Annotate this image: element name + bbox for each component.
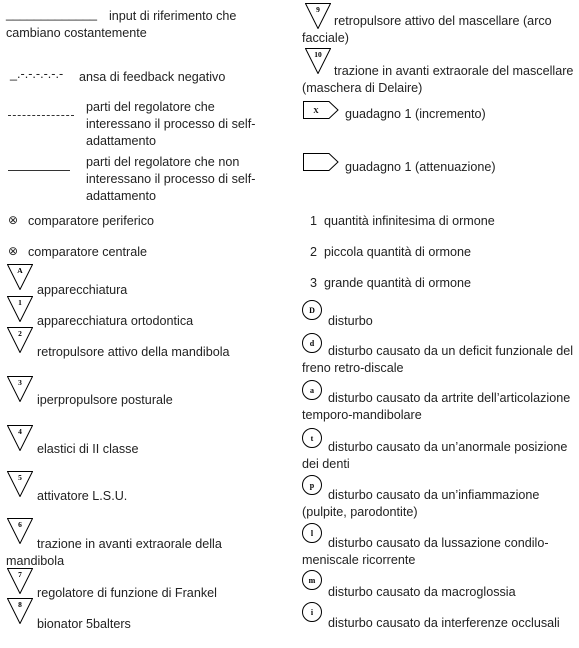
- triangle-7-label: regolatore di funzione di Frankel: [37, 586, 217, 600]
- triangle-10-label: trazione in avanti extraorale del mascellare (maschera di Delaire): [302, 64, 574, 95]
- gain-increment-icon: [303, 101, 339, 119]
- solid-line-sample: [8, 170, 70, 171]
- svg-text:1: 1: [18, 298, 22, 307]
- circle-t-label: disturbo causato da un’anormale posizione dei denti: [302, 440, 568, 471]
- svg-text:l: l: [310, 529, 314, 538]
- triangle-4-label: elastici di II classe: [37, 442, 139, 456]
- svg-text:10: 10: [314, 50, 322, 59]
- input-line-sample: _____________: [6, 7, 98, 21]
- circle-m-icon: [302, 570, 322, 590]
- svg-text:t: t: [310, 434, 314, 443]
- svg-text:m: m: [308, 576, 316, 585]
- triangle-6-label: trazione in avanti extraorale della mandibola: [6, 537, 222, 568]
- triangle-5-label: attivatore L.S.U.: [37, 489, 128, 503]
- svg-text:X: X: [313, 106, 319, 115]
- comparator-peripheral-label: comparatore periferico: [28, 214, 154, 228]
- triangle-2-label: retropulsore attivo della mandibola: [37, 345, 230, 359]
- quantity-label: piccola quantità di ormone: [324, 245, 472, 259]
- input-label: input di riferimento che cambiano costantemente: [6, 9, 237, 40]
- gain-increment-label: guadagno 1 (incremento): [345, 107, 486, 121]
- circle-D-icon: [302, 300, 322, 320]
- svg-text:7: 7: [18, 570, 22, 579]
- svg-text:3: 3: [18, 378, 22, 387]
- svg-text:D: D: [309, 306, 315, 315]
- circle-l-label: disturbo causato da lussazione condilo-meniscale ricorrente: [302, 536, 549, 567]
- gain-attenuation-icon: [303, 153, 339, 171]
- svg-text:p: p: [309, 481, 315, 490]
- triangle-A-icon: [7, 264, 33, 290]
- comparator-peripheral-icon: ⊗: [8, 213, 19, 227]
- circle-D-label: disturbo: [328, 314, 373, 328]
- nonselfadapt-label: parti del regolatore che non interessano il processo di self-adattamento: [86, 155, 256, 203]
- quantity-label: quantità infinitesima di ormone: [324, 214, 495, 228]
- circle-m-label: disturbo causato da macroglossia: [328, 585, 516, 599]
- triangle-2-icon: [7, 327, 33, 353]
- svg-text:2: 2: [18, 329, 22, 338]
- selfadapt-label: parti del regolatore che interessano il processo di self-adattamento: [86, 100, 256, 148]
- circle-d-label: disturbo causato da un deficit funzionale del freno retro-discale: [302, 344, 574, 375]
- triangle-7-icon: [7, 568, 33, 594]
- quantity-number: 1: [310, 214, 318, 228]
- triangle-3-icon: [7, 376, 33, 402]
- feedback-line-sample: _.-.-.-.-.-.-: [10, 67, 64, 81]
- triangle-1-icon: [7, 296, 33, 322]
- triangle-4-icon: [7, 425, 33, 451]
- quantity-number: 2: [310, 245, 318, 259]
- triangle-9-label: retropulsore attivo del mascellare (arco facciale): [302, 14, 552, 45]
- svg-text:i: i: [310, 608, 314, 617]
- svg-text:A: A: [17, 266, 23, 275]
- gain-attenuation-label: guadagno 1 (attenuazione): [345, 160, 496, 174]
- svg-text:9: 9: [316, 5, 320, 14]
- svg-text:a: a: [310, 386, 314, 395]
- circle-a-label: disturbo causato da artrite dell’articolazione temporo-mandibolare: [302, 391, 571, 422]
- dashed-line-sample: [8, 115, 74, 116]
- svg-text:6: 6: [18, 520, 22, 529]
- svg-text:8: 8: [18, 600, 22, 609]
- feedback-label: ansa di feedback negativo: [79, 70, 226, 84]
- svg-text:d: d: [309, 339, 315, 348]
- circle-i-label: disturbo causato da interferenze occlusali: [328, 616, 560, 630]
- comparator-central-icon: ⊗: [8, 244, 19, 258]
- triangle-3-label: iperpropulsore posturale: [37, 393, 173, 407]
- triangle-1-label: apparecchiatura ortodontica: [37, 314, 194, 328]
- svg-text:5: 5: [18, 473, 22, 482]
- comparator-central-label: comparatore centrale: [28, 245, 148, 259]
- quantity-label: grande quantità di ormone: [324, 276, 472, 290]
- svg-text:4: 4: [18, 427, 22, 436]
- triangle-8-label: bionator 5balters: [37, 617, 131, 631]
- circle-p-label: disturbo causato da un’infiammazione (pulpite, parodontite): [302, 488, 540, 519]
- triangle-5-icon: [7, 471, 33, 497]
- triangle-8-icon: [7, 598, 33, 624]
- triangle-A-label: apparecchiatura: [37, 283, 128, 297]
- quantity-number: 3: [310, 276, 318, 290]
